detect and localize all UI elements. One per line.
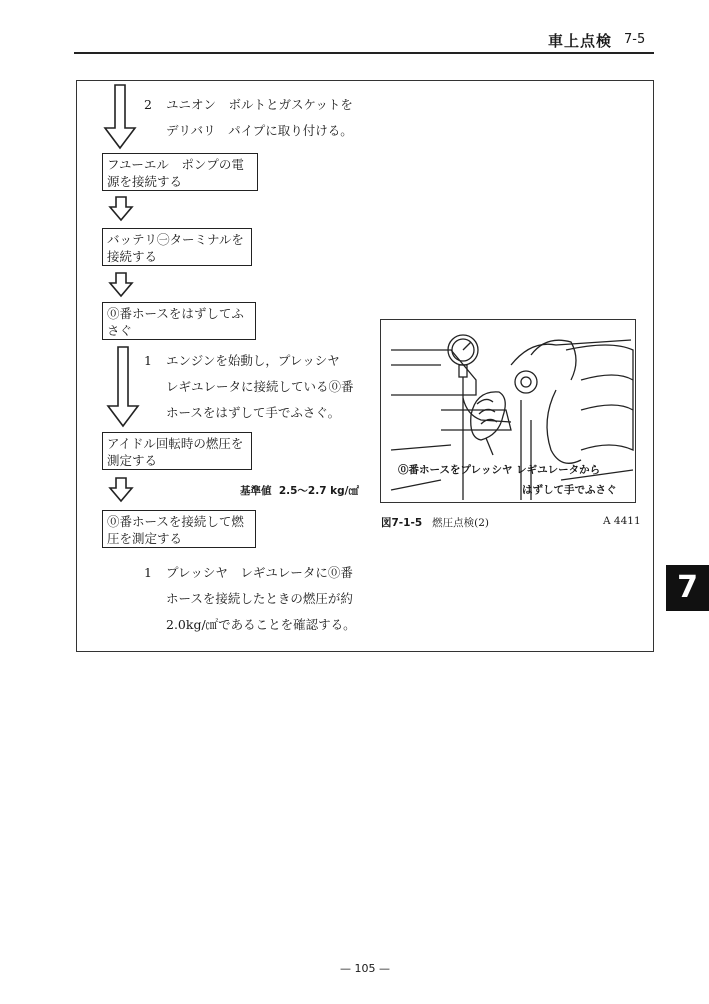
short-down-arrow-1-icon <box>108 195 134 223</box>
figure-code: A 4411 <box>603 515 641 527</box>
step-connect-battery-terminal: バッテリ㊀ターミナルを 接続する <box>102 228 252 266</box>
figure-number: 図7-1-5 <box>381 517 423 529</box>
short-down-arrow-3-icon <box>108 476 134 504</box>
header-section-number: 7-5 <box>624 32 646 47</box>
chapter-tab: 7 <box>666 565 709 611</box>
long-down-arrow-2-icon <box>103 344 143 430</box>
page-number: — 105 — <box>340 962 390 975</box>
spec-standard-value: 基準値 2.5〜2.7 kg/㎠ <box>240 485 360 497</box>
step-remove-hose: ⓪番ホースをはずしてふ さぐ <box>102 302 256 340</box>
figure-caption-line-2: はずして手でふさぐ <box>522 484 617 496</box>
header-title: 車上点検 <box>548 32 613 50</box>
step-connect-hose-measure: ⓪番ホースを接続して燃 圧を測定する <box>102 510 256 548</box>
step-measure-idle-pressure: アイドル回転時の燃圧を 測定する <box>102 432 252 470</box>
long-down-arrow-1-icon <box>100 82 140 152</box>
step-connect-fuel-pump-power: フユーエル ポンプの電 源を接続する <box>102 153 258 191</box>
short-down-arrow-2-icon <box>108 271 134 299</box>
figure-caption <box>381 515 489 530</box>
figure-fuel-pressure-check <box>380 319 636 503</box>
note-start-engine: 1 エンジンを始動し，プレッシヤ レギユレータに接続している⓪番 ホースをはずして手でふさぐ。 <box>144 353 354 420</box>
figure-caption-line-1: ⓪番ホースをプレッシヤ レギユレータから <box>398 464 601 476</box>
note-union-bolt: 2 ユニオン ボルトとガスケットを デリバリ パイプに取り付ける。 <box>144 97 353 138</box>
header-rule <box>74 52 654 54</box>
figure-title: 燃圧点検(2) <box>432 517 490 529</box>
note-check-pressure: 1 プレッシヤ レギユレータに⓪番 ホースを接続したときの燃圧が約 2.0kg/㎠であることを確認する。 <box>144 565 356 632</box>
